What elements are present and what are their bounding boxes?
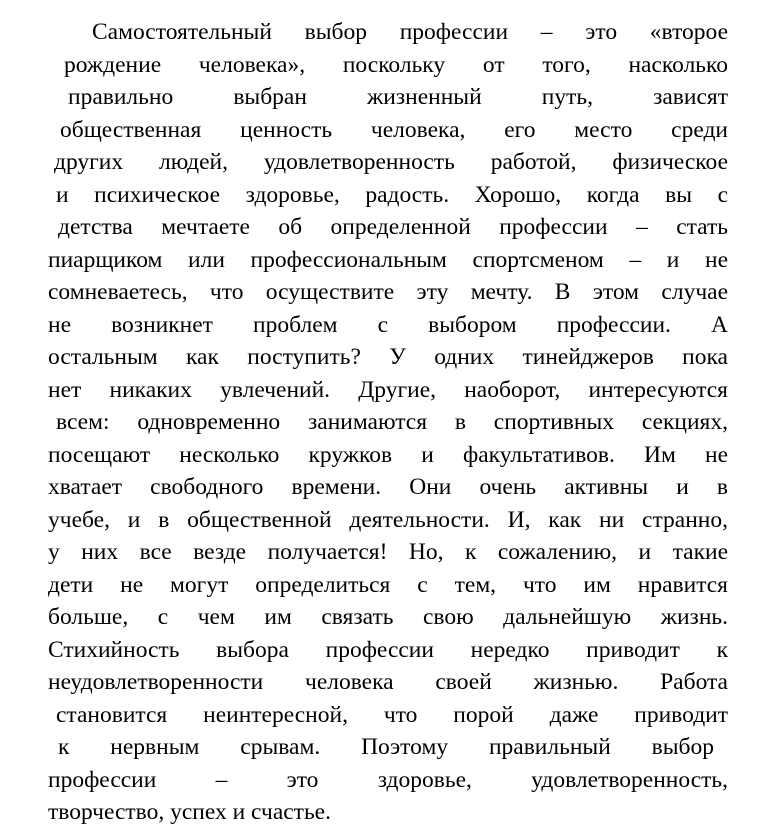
text-line-23: к нервным срывам. Поэтому правильный выбор — [58, 734, 714, 760]
text-line-11: остальным как поступить? У одних тинейджеров пока — [48, 344, 728, 370]
text-line-16: учебе, и в общественной деятельности. И, как ни странно, — [48, 507, 728, 533]
text-line-15: хватает свободного времени. Они очень активны и в — [48, 474, 728, 500]
text-line-14: посещают несколько кружков и факультативов. Им не — [48, 442, 728, 468]
text-line-19: больше, с чем им связать свою дальнейшую жизнь. — [48, 604, 728, 630]
text-line-24: профессии – это здоровье, удовлетворенность, — [48, 767, 728, 793]
text-line-20: Стихийность выбора профессии нередко приводит к — [48, 637, 728, 663]
text-line-4: общественная ценность человека, его место среди — [60, 117, 728, 143]
text-line-8: пиарщиком или профессиональным спортсменом – и не — [48, 247, 728, 273]
text-line-21: неудовлетворенности человека своей жизнью. Работа — [48, 669, 728, 695]
text-line-22: становится неинтересной, что порой даже приводит — [56, 702, 728, 728]
text-line-5: других людей, удовлетворенность работой, физическое — [54, 149, 728, 175]
text-line-12: нет никаких увлечений. Другие, наоборот, интересуются — [48, 377, 728, 403]
text-line-6: и психическое здоровье, радость. Хорошо, когда вы с — [56, 182, 728, 208]
text-line-17: у них все везде получается! Но, к сожалению, и такие — [48, 539, 728, 565]
text-line-7: детства мечтаете об определенной профессии – стать — [58, 214, 728, 240]
text-line-13: всем: одновременно занимаются в спортивных секциях, — [56, 409, 728, 435]
text-line-18: дети не могут определиться с тем, что им нравится — [48, 572, 728, 598]
text-line-3: правильно выбран жизненный путь, зависят — [68, 84, 728, 110]
text-line-9: сомневаетесь, что осуществите эту мечту. В этом случае — [48, 279, 728, 305]
text-line-25: творчество, успех и счастье. — [48, 799, 331, 825]
text-line-1: Самостоятельный выбор профессии – это «второе — [92, 19, 728, 45]
text-line-2: рождение человека», поскольку от того, насколько — [64, 52, 728, 78]
text-line-10: не возникнет проблем с выбором профессии. А — [48, 312, 728, 338]
